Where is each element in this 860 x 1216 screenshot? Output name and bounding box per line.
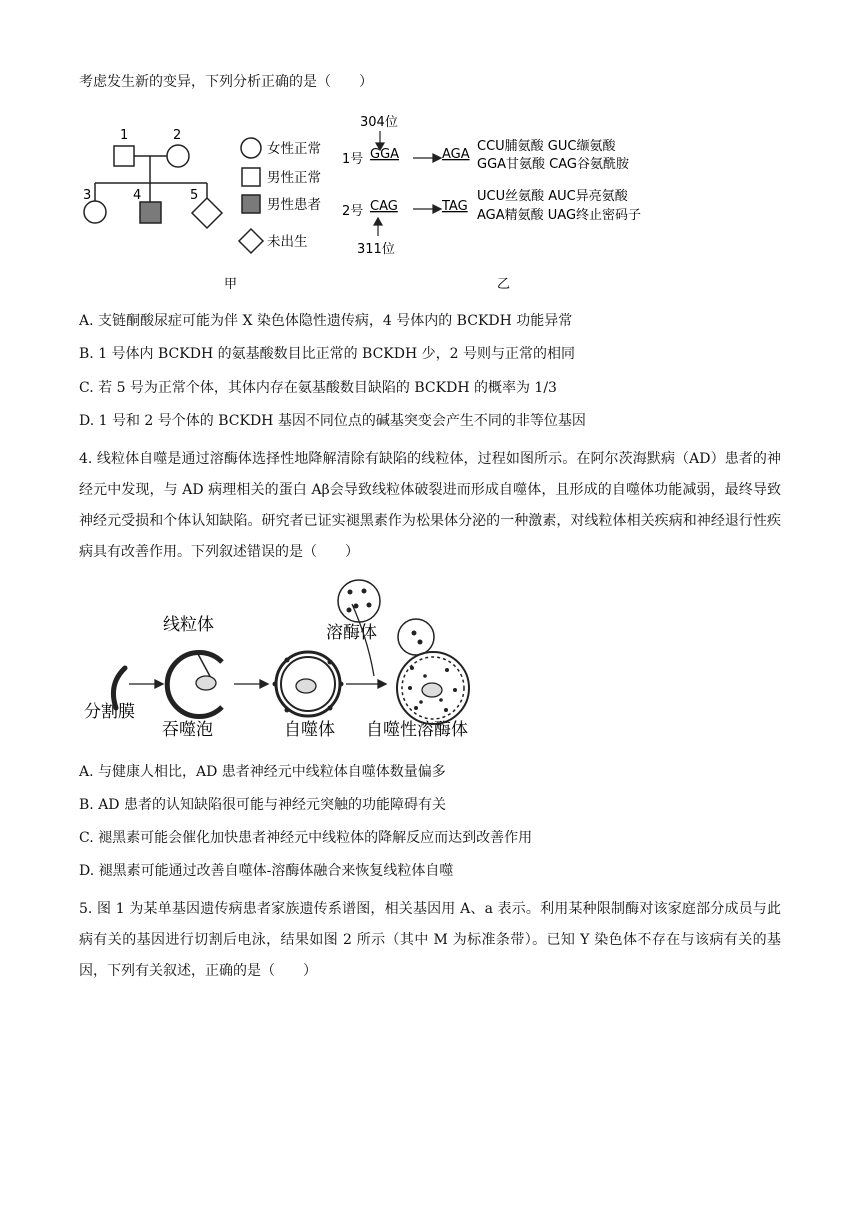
option-a: A. 与健康人相比，AD 患者神经元中线粒体自噬体数量偏多 <box>79 764 446 780</box>
option-a: A. 支链酮酸尿症可能为伴 X 染色体隐性遗传病，4 号体内的 BCKDH 功能异常 <box>79 313 573 329</box>
legend-male-icon <box>242 168 260 186</box>
figure-caption: 乙 <box>497 277 511 292</box>
arrow-right-icon <box>378 680 386 688</box>
label-autolysosome: 自噬性溶酶体 <box>366 720 468 740</box>
option-d: D. 1 号和 2 号个体的 BCKDH 基因不同位点的碱基突变会产生不同的非等位基因 <box>79 413 586 429</box>
option-b: B. 1 号体内 BCKDH 的氨基酸数目比正常的 BCKDH 少，2 号则与正常的相同 <box>79 346 576 362</box>
legend-female-icon <box>241 138 261 158</box>
arrow-right-icon <box>433 154 441 162</box>
legend-affected-icon <box>242 195 260 213</box>
option-c: C. 褪黑素可能会催化加快患者神经元中线粒体的降解反应而达到改善作用 <box>79 830 533 846</box>
mitochondrion <box>196 676 216 690</box>
fusing-lysosome <box>398 619 434 655</box>
codon-table-row: UCU丝氨酸 AUC异亮氨酸 <box>477 189 628 204</box>
option-b: B. AD 患者的认知缺陷很可能与神经元突触的功能障碍有关 <box>79 797 446 813</box>
codon-mutated: AGA <box>442 147 470 162</box>
pedigree-id: 4 <box>133 188 142 203</box>
label-phagophore: 吞噬泡 <box>162 720 213 740</box>
arrow-right-icon <box>260 680 268 688</box>
mutation-individual: 2号 <box>342 204 364 219</box>
mitochondrion <box>296 679 316 693</box>
arrow-right-icon <box>433 205 441 213</box>
pedigree-female-normal <box>167 145 189 167</box>
arrow-up-icon <box>374 218 382 225</box>
question-continuation: 考虑发生新的变异，下列分析正确的是（ ） <box>79 74 373 90</box>
option-d: D. 褪黑素可能通过改善自噬体-溶酶体融合来恢复线粒体自噬 <box>79 863 454 879</box>
mutation-individual: 1号 <box>342 152 364 167</box>
legend-unborn-icon <box>239 229 263 253</box>
legend-label: 女性正常 <box>267 141 321 157</box>
pedigree-id: 3 <box>83 188 92 203</box>
codon-original: GGA <box>370 147 400 162</box>
question-4-stem: 4. 线粒体自噬是通过溶酶体选择性地降解清除有缺陷的线粒体，过程如图所示。在阿尔茨海默病（AD）患者的神经元中发现，与 AD 病理相关的蛋白 Aβ会导致线粒体破裂进而形成自噬体，且形成的自噬体功能减弱，最终导致神经元受损和个体认知缺陷。研究者已证实褪黑素作为松果体分泌的一种激素，对线粒体相关疾病和神经退行性疾病具有改善作用。下列叙述错误的是（ ） <box>79 451 781 560</box>
codon-table-row: AGA精氨酸 UAG终止密码子 <box>477 208 642 223</box>
codon-table-row: CCU脯氨酸 GUC缬氨酸 <box>477 139 616 154</box>
legend-label: 未出生 <box>267 234 308 250</box>
label-isolation-membrane: 分割膜 <box>84 702 135 722</box>
mitophagy-figure <box>0 575 860 745</box>
pedigree-male-normal <box>114 146 134 166</box>
legend-label: 男性患者 <box>267 197 321 213</box>
question-5-stem: 5. 图 1 为某单基因遗传病患者家族遗传系谱图，相关基因用 A、a 表示。利用某种限制酶对该家庭部分成员与此病有关的基因进行切割后电泳，结果如图 2 所示（其中 M 为标准条带）。已知 Y 染色体不存在与该病有关的基因，下列有关叙述，正确的是（ ） <box>79 901 781 979</box>
option-c: C. 若 5 号为正常个体，其体内存在氨基酸数目缺陷的 BCKDH 的概率为 1/3 <box>79 380 557 396</box>
pedigree-id: 2 <box>173 128 182 143</box>
pedigree-and-mutation-figure <box>0 100 860 300</box>
figure-caption: 甲 <box>224 277 238 292</box>
legend-label: 男性正常 <box>267 170 321 186</box>
lysosome <box>338 580 380 622</box>
codon-original: CAG <box>370 199 398 214</box>
pedigree-id: 5 <box>190 188 199 203</box>
arrow-right-icon <box>155 680 163 688</box>
codon-mutated: TAG <box>442 199 468 214</box>
label-mitochondrion: 线粒体 <box>163 615 214 635</box>
pedigree-female-normal <box>84 201 106 223</box>
codon-table-row: GGA甘氨酸 CAG谷氨酰胺 <box>477 157 629 172</box>
pedigree-male-affected <box>140 202 161 223</box>
label-autophagosome: 自噬体 <box>284 720 335 740</box>
pedigree-id: 1 <box>120 128 129 143</box>
mutation-position: 311位 <box>357 242 395 257</box>
mutation-position: 304位 <box>360 115 398 130</box>
label-lysosome: 溶酶体 <box>326 623 377 643</box>
mitochondrion <box>422 683 442 697</box>
